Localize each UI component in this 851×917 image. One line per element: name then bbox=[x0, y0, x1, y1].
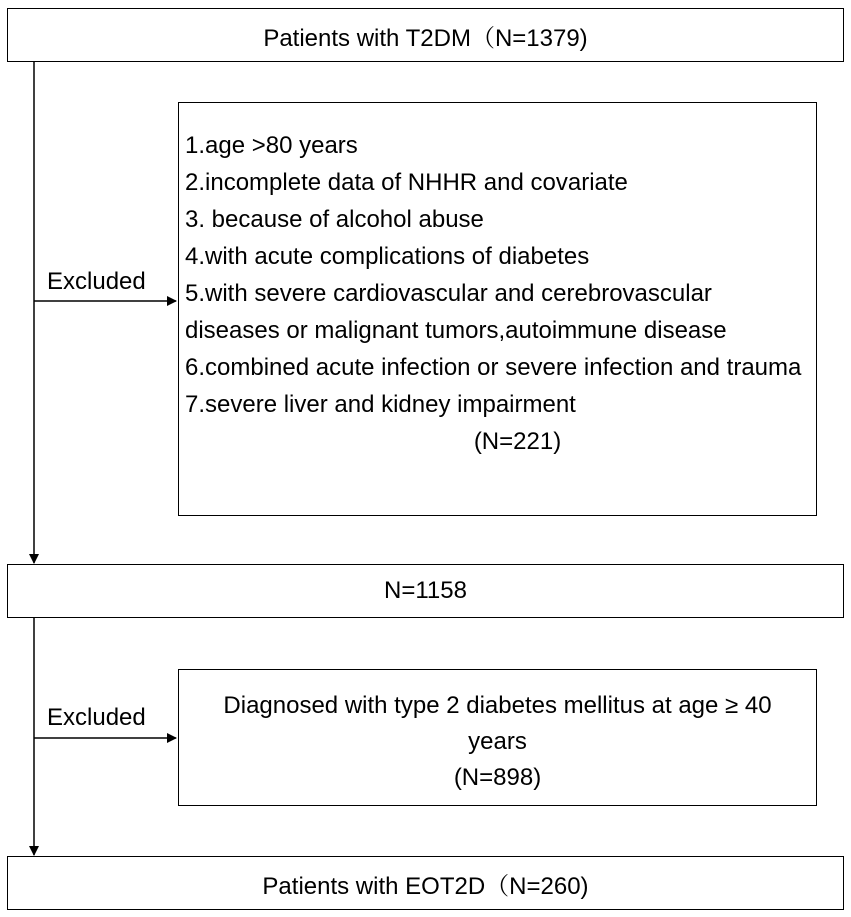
start-label: Patients with T2DM（N=1379) bbox=[263, 24, 588, 52]
exclusion-box-2 bbox=[178, 669, 817, 806]
final-label: Patients with EOT2D（N=260) bbox=[262, 872, 589, 900]
start-box bbox=[7, 8, 844, 62]
criterion-4: 4.with acute complications of diabetes bbox=[185, 243, 590, 270]
criterion-2: 2.incomplete data of NHHR and covariate bbox=[185, 169, 628, 196]
criterion-3: 3. because of alcohol abuse bbox=[185, 206, 484, 233]
criterion-1: 1.age >80 years bbox=[185, 132, 358, 159]
intermediate-label: N=1158 bbox=[384, 577, 467, 604]
intermediate-box bbox=[7, 564, 844, 618]
criterion-6: 6.combined acute infection or severe infection and trauma bbox=[185, 354, 802, 381]
exclusion-count-2: (N=898) bbox=[453, 764, 542, 791]
excluded-label-2: Excluded bbox=[47, 704, 146, 731]
exclusion-box-1 bbox=[178, 102, 817, 516]
criterion-7: 7.severe liver and kidney impairment bbox=[185, 391, 576, 418]
exclusion-count-1: (N=221) bbox=[473, 428, 562, 455]
exclusion-criterion-2: Diagnosed with type 2 diabetes mellitus at age ≥ 40 years bbox=[223, 692, 772, 755]
excluded-label-1: Excluded bbox=[47, 268, 146, 295]
criterion-5: 5.with severe cardiovascular and cerebrovascular diseases or malignant tumors,autoimmune disease bbox=[185, 280, 727, 344]
final-box bbox=[7, 856, 844, 910]
